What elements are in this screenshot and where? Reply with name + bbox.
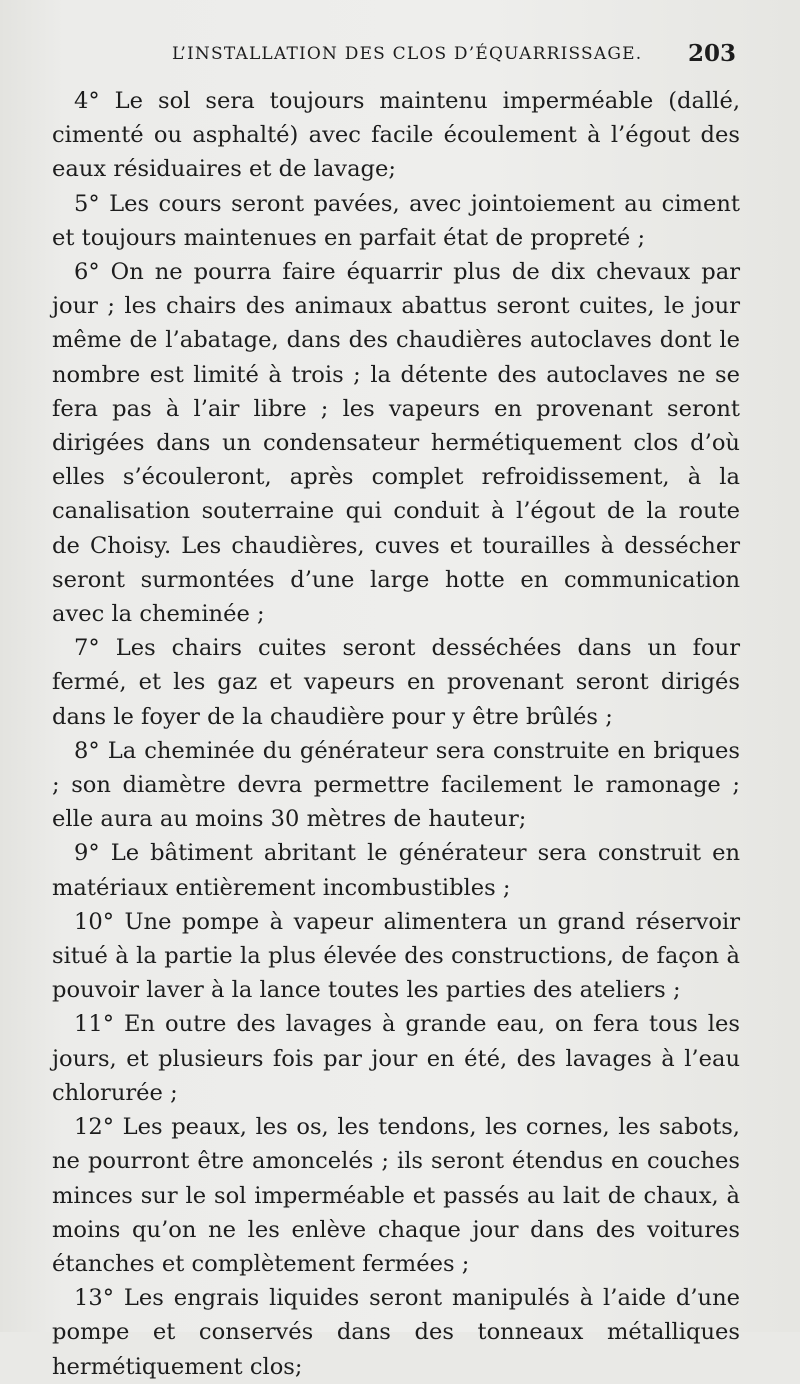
paragraph-item-4: 4° Le sol sera toujours maintenu imperméable (dallé, cimenté ou asphalté) avec facile écoulement à l’égout des eaux résiduaires et de lavage; xyxy=(52,88,740,183)
paragraph-item-12: 12° Les peaux, les os, les tendons, les cornes, les sabots, ne pourront être amoncelés ; ils seront étendus en couches minces sur le sol imperméable et passés au lait de chaux, à moins qu’on ne les enlève chaque jour dans des voitures étanches et complètement fermées ; xyxy=(52,1114,740,1277)
paragraph-item-9: 9° Le bâtiment abritant le générateur sera construit en matériaux entièrement incombustibles ; xyxy=(52,840,740,901)
paragraph-item-8: 8° La cheminée du générateur sera construite en briques ; son diamètre devra permettre facilement le ramonage ; elle aura au moins 30 mètres de hauteur; xyxy=(52,737,740,833)
paragraph-item-13: 13° Les engrais liquides seront manipulés à l’aide d’une pompe et conservés dans des tonneaux métalliques hermétiquement clos; xyxy=(52,1285,740,1380)
paragraph-item-10: 10° Une pompe à vapeur alimentera un grand réservoir situé à la partie la plus élevée des constructions, de façon à pouvoir laver à la lance toutes les parties des ateliers ; xyxy=(52,908,740,1004)
page-header xyxy=(0,40,800,72)
paragraph-item-11: 11° En outre des lavages à grande eau, on fera tous les jours, et plusieurs fois par jour en été, des lavages à l’eau chlorurée ; xyxy=(52,1011,740,1106)
running-title: L’INSTALLATION DES CLOS D’ÉQUARRISSAGE. xyxy=(172,44,643,64)
paragraph-item-6: 6° On ne pourra faire équarrir plus de dix chevaux par jour ; les chairs des animaux abattus seront cuites, le jour même de l’abatage, dans des chaudières autoclaves dont le nombre est limité à trois ; la détente des autoclaves ne se fera pas à l’air libre ; les vapeurs en provenant seront dirigées dans un condensateur hermétiquement clos d’où elles s’écouleront, après complet refroidissement, à la canalisation souterraine qui conduit à l’égout de la route de Choisy. Les chaudières, cuves et tourailles à dessécher seront surmontées d’une large hotte en communication avec la cheminée ; xyxy=(52,259,740,628)
paragraph-item-7: 7° Les chairs cuites seront desséchées dans un four fermé, et les gaz et vapeurs en provenant seront dirigés dans le foyer de la chaudière pour y être brûlés ; xyxy=(52,635,740,730)
page-number: 203 xyxy=(687,40,736,67)
paragraph-item-5: 5° Les cours seront pavées, avec jointoiement au ciment et toujours maintenues en parfait état de propreté ; xyxy=(52,190,740,251)
body-text xyxy=(52,84,740,1384)
